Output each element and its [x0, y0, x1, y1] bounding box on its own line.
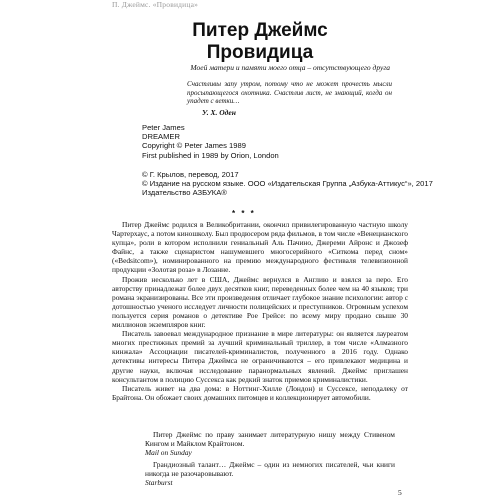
quote-source: Starburst [145, 478, 173, 488]
epigraph-author: У. Х. Оден [202, 108, 236, 117]
dedication: Моей матери и памяти моего отца – отсутствующего друга [190, 63, 390, 72]
press-quote [145, 430, 395, 457]
credits-gap [142, 160, 442, 170]
body-paragraph: Питер Джеймс родился в Великобритании, окончил привилегированную частную школу Чартерхаус, а потом киношколу. Был продюсером ряда фильмов, в том числе «Венецианского купца», роли в котором исполнили гениальный Аль Пачино, Джереми Айронс и Джозеф Файнс, а также сценаристом нашумевшего многосерийного «Ситкома перед сном» («Bedsitcom»), номинированного на премию международного фестиваля телевизионной продукции «Золотая роза» в Лозанне. [112, 220, 408, 275]
running-header: П. Джеймс. «Провидица» [112, 0, 199, 9]
title-block [140, 20, 380, 64]
section-separator: * * * [232, 209, 256, 218]
press-quote [145, 460, 395, 487]
body-text [112, 220, 408, 402]
credit-line: © Издание на русском языке. ООО «Издательская Группа „Азбука-Аттикус“», 2017 [142, 179, 433, 189]
body-paragraph: Прожив несколько лет в США, Джеймс вернулся в Англию и взялся за перо. Его авторству принадлежат более двух десятков книг, переведенных более чем на 40 языков; три романа экранизированы. Все эти произведения отличает глубокое знание психологии: автор с дотошностью ученого исследует личности полицейских и преступников. Огромным успехом пользуется серия романов о детективе Рое Грейсе: по всему миру продано свыше 30 миллионов экземпляров книг. [112, 274, 408, 330]
credit-line: © Г. Крылов, перевод, 2017 [142, 169, 239, 179]
quote-source: Mail on Sunday [145, 448, 192, 458]
author-name: Питер Джеймс [192, 20, 328, 41]
credit-line: Издательство АЗБУКА® [142, 188, 227, 198]
credit-line: Copyright © Peter James 1989 [142, 141, 246, 151]
credit-line: Peter James [142, 123, 185, 132]
credits-block [142, 123, 442, 197]
body-paragraph: Писатель завоевал международное признание в мире литературы: он является лауреатом многих престижных премий за лучший криминальный триллер, в том числе «Алмазного кинжала» Ассоциации писателей-криминалистов, полученного в 2016 году. Однако детективы интересы Питера Джеймса не ограничиваются – его привлекают медицина и другие науки, включая исследование паранормальных явлений. Джеймс приглашен консультантом в полицию Суссекса как редкий знаток приемов криминалистики. [112, 329, 408, 384]
quote-text: Грандиозный талант… Джеймс – один из немногих писателей, чьи книги никогда не разочаровывают. [145, 460, 395, 479]
credit-line: DREAMER [142, 132, 180, 142]
page-number: 5 [398, 488, 402, 497]
book-title: Провидица [206, 42, 314, 63]
body-paragraph: Писатель живет на два дома: в Ноттинг-Хилле (Лондон) и Суссексе, неподалеку от Брайтона. Он обожает своих домашних питомцев и коллекционирует автомобили. [112, 383, 408, 402]
quote-text: Питер Джеймс по праву занимает литературную нишу между Стивеном Кингом и Майклом Крайтоном. [145, 430, 395, 449]
credit-line: First published in 1989 by Orion, London [142, 150, 279, 160]
epigraph-text: Счастливы запу утром, потому что не может прочесть мысли просыпающегося охотника. Счастлив лист, не знающий, когда он упадет с ветки… [187, 80, 392, 106]
